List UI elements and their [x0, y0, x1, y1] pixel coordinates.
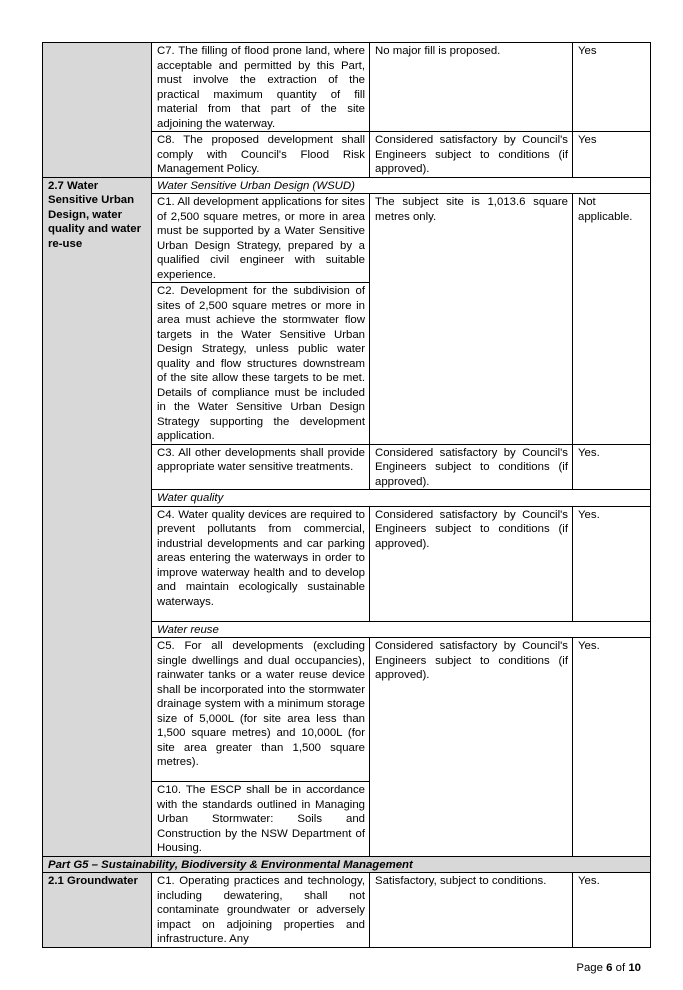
control-text-c7: C7. The filling of flood prone land, where acceptable and permitted by this Part, must involve the extraction of the practical maximum quantity of fill material from that part of the site adjoining the waterway. — [152, 43, 370, 132]
compliance-groundwater: Yes. — [573, 873, 651, 948]
comment-c3: Considered satisfactory by Council's Engineers subject to conditions (if approved). — [370, 444, 573, 490]
section-cell-blank — [43, 43, 152, 178]
control-text-c3: C3. All other developments shall provide appropriate water sensitive treatments. — [152, 444, 370, 490]
subheading-water-quality: Water quality — [152, 490, 651, 507]
control-text-c5: C5. For all developments (excluding single dwellings and dual occupancies), rainwater tanks or a water reuse device shall be incorporated into the stormwater drainage system with a minimum storage size of 5,000L (for site area less than 1,500 square metres) and 10,000L (for site area greater than 1,500 square metres). — [152, 638, 370, 782]
compliance-c1: Not applicable. — [573, 194, 651, 445]
control-text-c1-content: C1. All development applications for sites of 2,500 square metres, or more in area must be supported by a Water Sensitive Urban Design Strategy, prepared by a qualified civil engineer with suitable experience. — [157, 196, 365, 281]
comment-groundwater: Satisfactory, subject to conditions. — [370, 873, 573, 948]
subheading-wsud: Water Sensitive Urban Design (WSUD) — [152, 177, 651, 194]
comment-c1: The subject site is 1,013.6 square metres only. — [370, 194, 573, 445]
control-text-c2: C2. Development for the subdivision of sites of 2,500 square metres or more in area must achieve the stormwater flow targets in the Water Sensitive Urban Design Strategy, unless public water quality and flow structures downstream of the site allow these targets to be met. Details of compliance must be included in the Water Sensitive Urban Design Strategy supporting the development application. — [152, 283, 370, 445]
page-footer — [576, 961, 641, 976]
footer-page-number: 6 — [606, 962, 613, 974]
control-text-c4: C4. Water quality devices are required to prevent pollutants from commercial, industrial developments and car parking areas entering the waterways in order to improve waterway health and to develop and maintain ecologically sustainable waterways. — [152, 506, 370, 621]
table-row-wsud-heading — [43, 177, 651, 194]
comment-c4: Considered satisfactory by Council's Engineers subject to conditions (if approved). — [370, 506, 573, 621]
comment-c8: Considered satisfactory by Council's Engineers subject to conditions (if approved). — [370, 132, 573, 178]
footer-of: of — [612, 962, 629, 974]
control-text-c10: C10. The ESCP shall be in accordance with the standards outlined in Managing Urban Stormwater: Soils and Construction by the NSW Department of Housing. — [152, 782, 370, 857]
section-label-2-7: 2.7 Water Sensitive Urban Design, water quality and water re-use — [43, 177, 152, 856]
control-text-c8: C8. The proposed development shall comply with Council's Flood Risk Management Policy. — [152, 132, 370, 178]
part-heading-g5: Part G5 – Sustainability, Biodiversity & Environmental Management — [43, 856, 651, 873]
compliance-c8: Yes — [573, 132, 651, 178]
section-label-2-1: 2.1 Groundwater — [43, 873, 152, 948]
compliance-table — [42, 42, 651, 948]
compliance-c4: Yes. — [573, 506, 651, 621]
footer-prefix: Page — [576, 962, 607, 974]
table-row-part-g5 — [43, 856, 651, 873]
control-text-c1 — [152, 194, 370, 283]
subheading-water-reuse: Water reuse — [152, 621, 651, 638]
compliance-c5: Yes. — [573, 638, 651, 857]
table-row-groundwater — [43, 873, 651, 948]
footer-page-total: 10 — [628, 962, 641, 974]
comment-c7: No major fill is proposed. — [370, 43, 573, 132]
comment-c5: Considered satisfactory by Council's Engineers subject to conditions (if approved). — [370, 638, 573, 857]
compliance-c7: Yes — [573, 43, 651, 132]
control-text-groundwater-c1: C1. Operating practices and technology, including dewatering, shall not contaminate groundwater or adversely impact on adjoining properties and infrastructure. Any — [152, 873, 370, 948]
compliance-c3: Yes. — [573, 444, 651, 490]
table-row-c7 — [43, 43, 651, 132]
